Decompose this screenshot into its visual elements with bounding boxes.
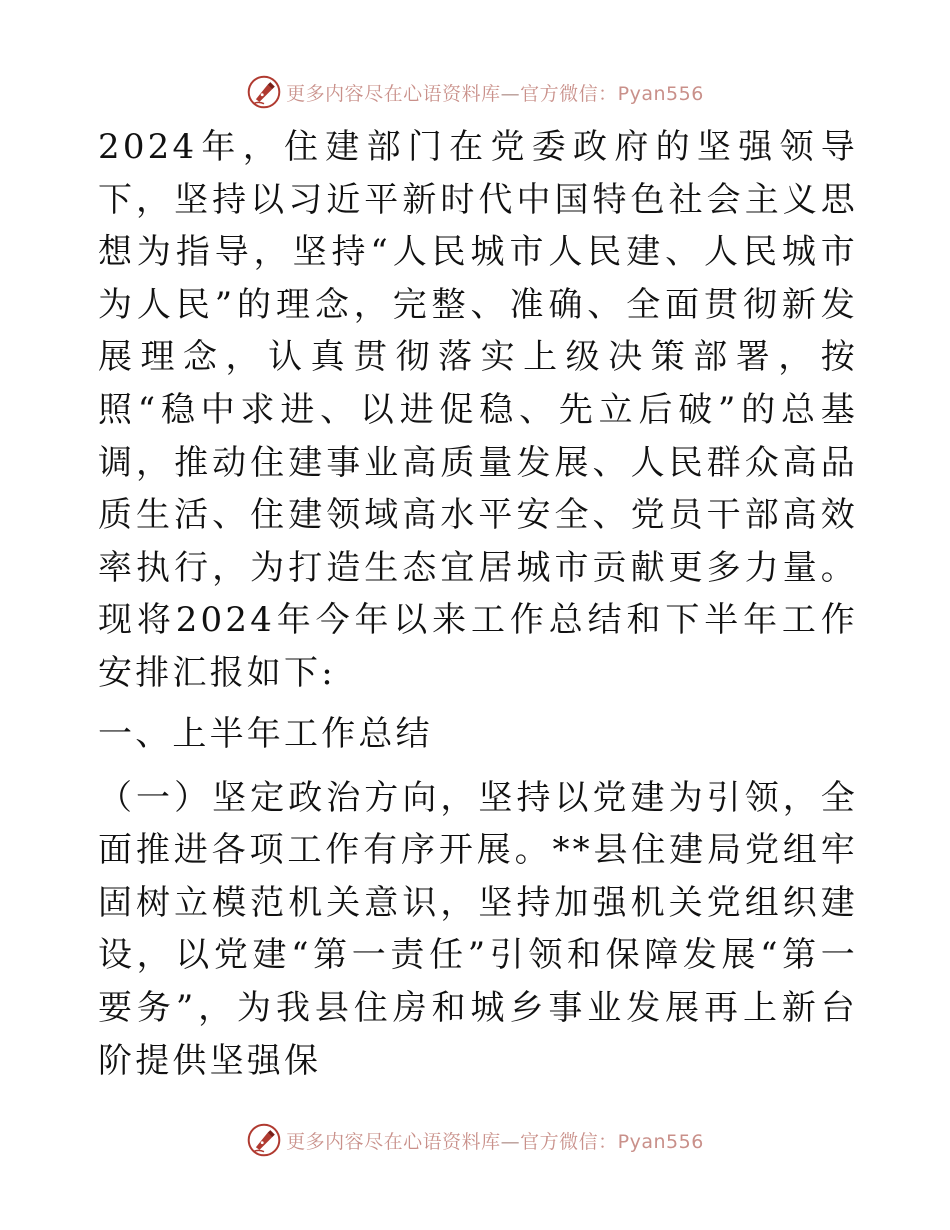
banner-contact-text: 官方微信：Pyan556 (520, 82, 704, 105)
section-heading: 一、上半年工作总结 (98, 713, 433, 754)
banner-separator: — (500, 82, 521, 105)
banner-text (286, 1127, 704, 1154)
footer-watermark-banner (0, 1120, 950, 1160)
document-body (98, 121, 858, 1087)
section-paragraph: （一）坚定政治方向，坚持以党建为引领，全面推进各项工作有序开展。**县住建局党组牢固树立模范机关意识，坚持加强机关党组织建设，以党建“第一责任”引领和保障发展“第一要务”，为我县住房和城乡事业发展再上新台阶提供坚强保 (98, 777, 858, 1081)
banner-text (286, 79, 704, 106)
intro-paragraph: 2024年，住建部门在党委政府的坚强领导下，坚持以习近平新时代中国特色社会主义思想为指导，坚持“人民城市人民建、人民城市为人民”的理念，完整、准确、全面贯彻新发展理念，认真贯彻落实上级决策部署，按照“稳中求进、以进促稳、先立后破”的总基调，推动住建事业高质量发展、人民群众高品质生活、住建领域高水平安全、党员干部高效率执行，为打造生态宜居城市贡献更多力量。现将2024年今年以来工作总结和下半年工作安排汇报如下: (98, 127, 858, 693)
banner-main-text: 更多内容尽在心语资料库 (286, 1130, 501, 1153)
header-watermark-banner (0, 72, 950, 112)
banner-separator: — (500, 1130, 521, 1153)
pen-nib-logo-icon (246, 1122, 282, 1158)
banner-contact-text: 官方微信：Pyan556 (520, 1130, 704, 1153)
banner-main-text: 更多内容尽在心语资料库 (286, 82, 501, 105)
pen-nib-logo-icon (246, 74, 282, 110)
